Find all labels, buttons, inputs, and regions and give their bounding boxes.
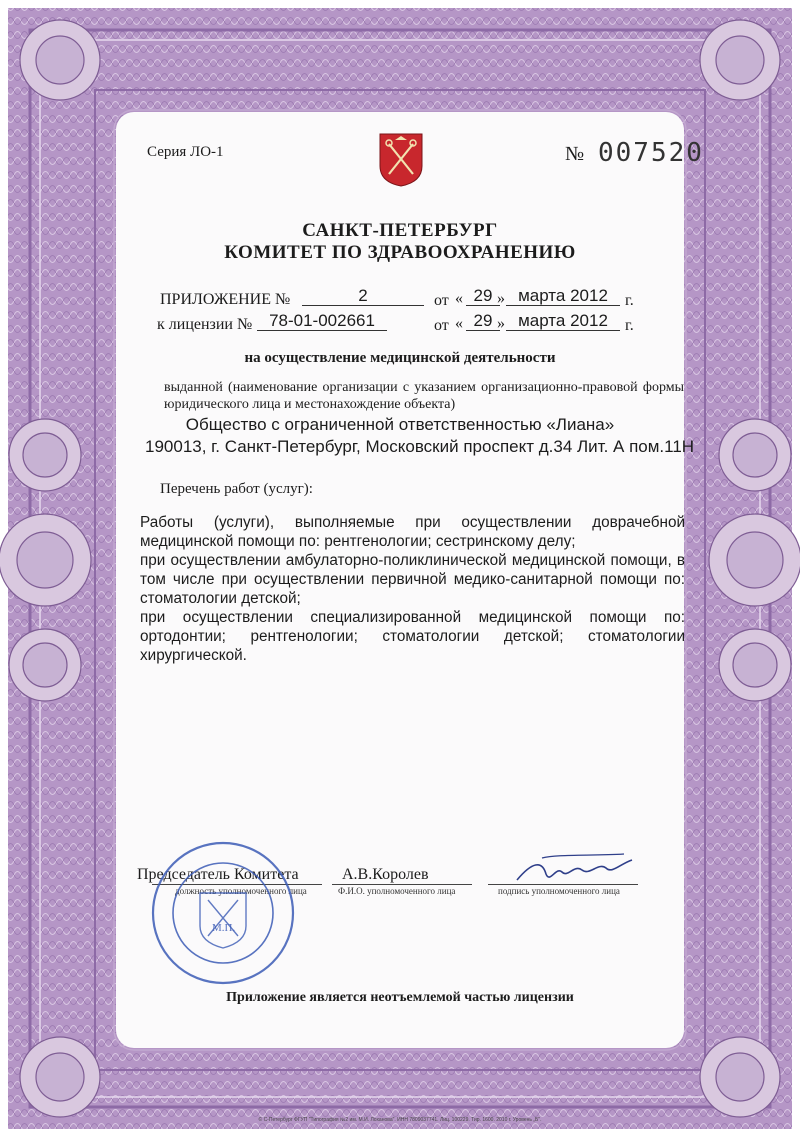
works-item: Работы (услуги), выполняемые при осуществлении доврачебной медицинской помощи по: рентгенологии; сестринскому делу; — [140, 514, 685, 550]
signatory-position: Председатель Комитета — [137, 866, 299, 883]
signatory-name: А.В.Королев — [342, 866, 429, 883]
printer-footer: © С-Петербург ФГУП "Типография №2 им. М.И. Лоханова". ИНН 7809037741. Лиц. 100229. Тир. 1600. 2010 г. Уровень „Б". — [258, 1117, 542, 1123]
appendix-from-label: от — [434, 292, 449, 309]
appendix-label: ПРИЛОЖЕНИЕ № — [160, 291, 291, 308]
appendix-number: 2 — [302, 287, 424, 306]
city-heading: САНКТ-ПЕТЕРБУРГ — [302, 220, 498, 241]
license-day: 29 — [466, 312, 500, 331]
works-item: при осуществлении амбулаторно-поликлинической медицинской помощи, в том числе при осуществлении первичной медико-санитарной помощи по: стоматологии детской; — [140, 552, 685, 607]
organization-address: 190013, г. Санкт-Петербург, Московский проспект д.34 Лит. А пом.11Н — [145, 437, 695, 456]
appendix-quote-close: » — [497, 290, 505, 307]
works-list — [140, 513, 685, 665]
round-seal-stamp-icon — [148, 838, 298, 988]
name-line — [332, 884, 472, 885]
handwritten-signature — [512, 852, 637, 892]
appendix-day: 29 — [466, 287, 500, 306]
serial-number-label: № — [565, 143, 585, 165]
license-quote-close: » — [497, 315, 505, 332]
license-number: 78-01-002661 — [257, 312, 387, 331]
license-quote-open: « — [455, 315, 463, 332]
license-label: к лицензии № — [157, 316, 253, 333]
appendix-year-suffix: г. — [625, 292, 634, 309]
signature-caption: подпись уполномоченного лица — [498, 886, 620, 896]
committee-heading: КОМИТЕТ ПО ЗДРАВООХРАНЕНИЮ — [224, 242, 576, 263]
appendix-note: Приложение является неотъемлемой частью лицензии — [226, 990, 574, 1005]
license-purpose: на осуществление медицинской деятельности — [244, 350, 556, 366]
series-label: Серия ЛО-1 — [147, 144, 224, 160]
license-month-year: марта 2012 — [506, 312, 620, 331]
issued-to-caption: выданной (наименование организации с указанием организационно-правовой формы юридического лица и местонахождение объекта) — [164, 380, 684, 412]
name-caption: Ф.И.О. уполномоченного лица — [338, 886, 456, 896]
position-caption: должность уполномоченного лица — [175, 886, 307, 896]
license-year-suffix: г. — [625, 317, 634, 334]
appendix-month-year: марта 2012 — [506, 287, 620, 306]
st-petersburg-coat-of-arms-icon — [378, 132, 424, 188]
license-from-label: от — [434, 317, 449, 334]
organization-name: Общество с ограниченной ответственностью «Лиана» — [185, 415, 615, 434]
appendix-quote-open: « — [455, 290, 463, 307]
works-item: при осуществлении специализированной медицинской помощи по: ортодонтии; рентгенологии; стоматологии детской; стоматологии хирургической. — [140, 609, 685, 664]
works-list-label: Перечень работ (услуг): — [160, 481, 313, 497]
serial-number: 007520 — [598, 138, 704, 168]
stamp-mp: М.П. — [212, 922, 236, 934]
